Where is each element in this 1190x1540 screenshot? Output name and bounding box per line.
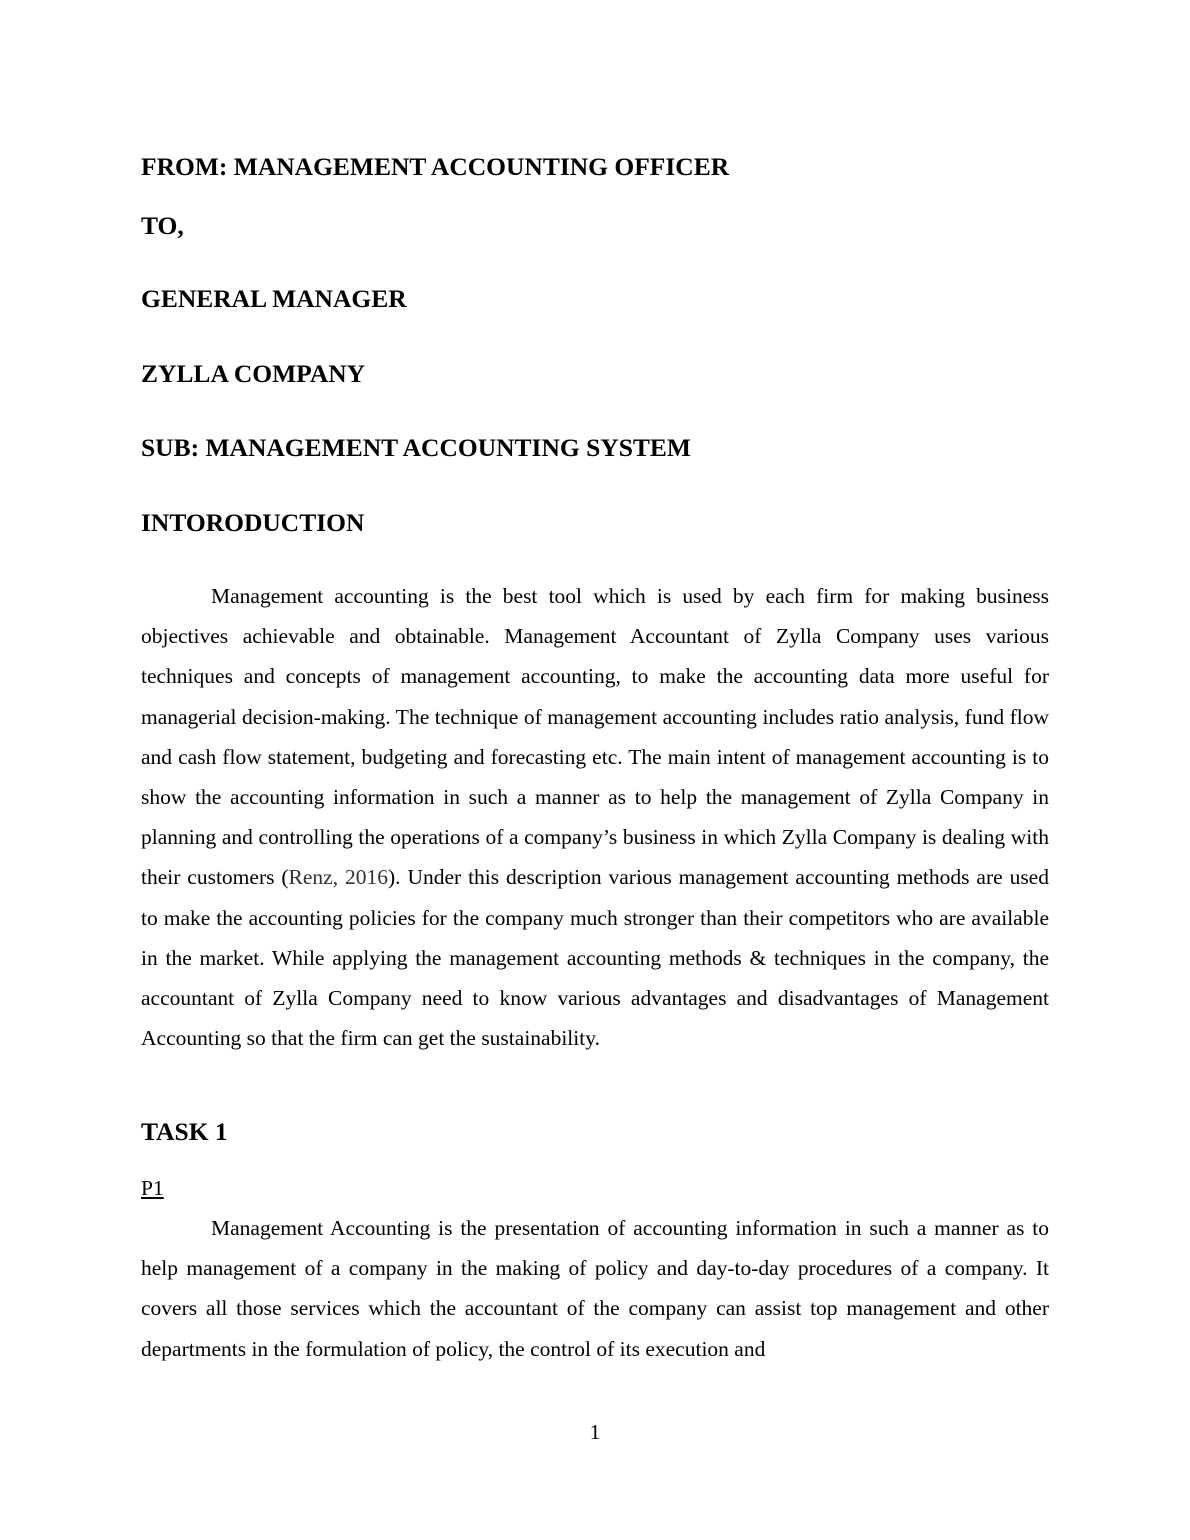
- page-number: 1: [589, 1420, 601, 1444]
- from-line: FROM: MANAGEMENT ACCOUNTING OFFICER: [141, 152, 730, 181]
- introduction-text-before-citation: Management accounting is the best tool which is used by each firm for making business objectives achievable and obtainable. Management Accountant of Zylla Company uses various techniques and concepts of management accounting, to make the accounting data more useful for managerial decision-making. The technique of management accounting includes ratio analysis, fund flow and cash flow statement, budgeting and forecasting etc. The main intent of management accounting is to show the accounting information in such a manner as to help the management of Zylla Company in planning and controlling the operations of a company’s business in which Zylla Company is dealing with their customers (: [141, 584, 1049, 890]
- task1-heading: TASK 1: [141, 1117, 228, 1146]
- p1-label: P1: [141, 1176, 164, 1200]
- introduction-text-after-citation: ). Under this description various management accounting methods are used to make the accounting policies for the company much stronger than their competitors who are available in the market. While applying the management accounting methods & techniques in the company, the accountant of Zylla Company need to know various advantages and disadvantages of Management Accounting so that the firm can get the sustainability.: [141, 865, 1049, 1051]
- task1-paragraph: Management Accounting is the presentation of accounting information in such a manner as to help management of a company in the making of policy and day-to-day procedures of a company. It covers all those services which the accountant of the company can assist top management and other departments in the formulation of policy, the control of its execution and: [141, 1216, 1049, 1361]
- introduction-paragraph: [141, 576, 1049, 1058]
- subject-line: SUB: MANAGEMENT ACCOUNTING SYSTEM: [141, 433, 691, 462]
- to-line: TO,: [141, 211, 184, 240]
- citation: Renz, 2016: [288, 865, 389, 890]
- introduction-heading: INTORODUCTION: [141, 508, 365, 537]
- company-line: ZYLLA COMPANY: [141, 359, 366, 388]
- recipient-line: GENERAL MANAGER: [141, 284, 407, 313]
